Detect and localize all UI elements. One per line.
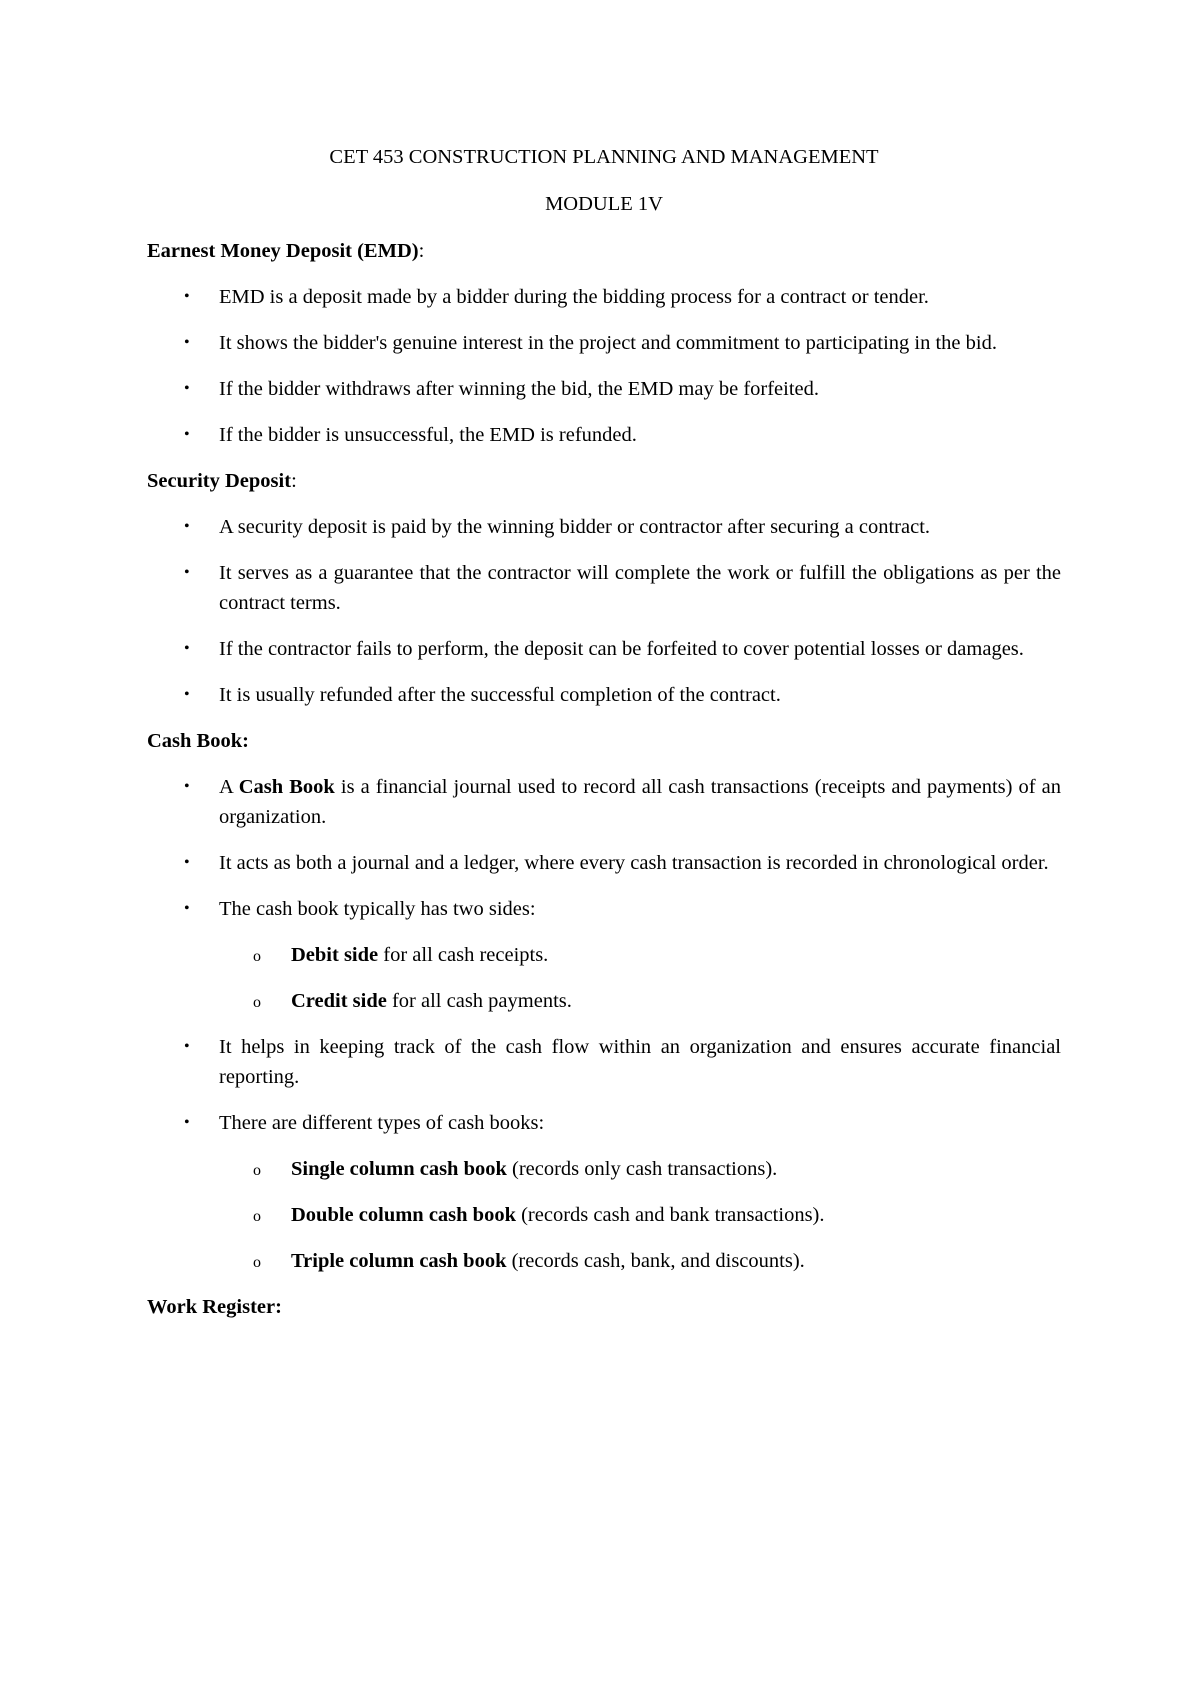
bullet-icon: •	[184, 778, 190, 795]
bullet-icon: •	[184, 854, 190, 871]
item-text: EMD is a deposit made by a bidder during the bidding process for a contract or tender.	[219, 286, 929, 308]
heading-text: Security Deposit	[147, 470, 292, 492]
list-item	[147, 634, 1061, 664]
cash-book-types-list	[219, 1154, 1061, 1276]
list-item	[147, 282, 1061, 312]
bullet-icon: •	[184, 380, 190, 397]
list-item	[147, 512, 1061, 542]
bullet-icon: •	[184, 686, 190, 703]
section-heading-work-register: Work Register:	[147, 1296, 282, 1318]
list-item	[147, 848, 1061, 878]
item-bold-term: Credit side	[291, 990, 387, 1012]
bullet-icon: •	[184, 564, 190, 581]
item-text: (records cash, bank, and discounts).	[506, 1250, 805, 1272]
item-text: A	[219, 776, 239, 798]
bullet-icon: •	[184, 640, 190, 657]
item-text: is a financial journal used to record all cash transactions (receipts and payments) of an organization.	[219, 776, 1061, 828]
item-text: There are different types of cash books:	[219, 1112, 545, 1134]
item-bold-term: Debit side	[291, 944, 379, 966]
cash-book-list	[147, 772, 1061, 1276]
item-text: If the bidder is unsuccessful, the EMD is refunded.	[219, 424, 637, 446]
item-text: It is usually refunded after the successful completion of the contract.	[219, 684, 781, 706]
circle-bullet-icon: o	[253, 1162, 261, 1179]
module-title: MODULE 1V	[545, 193, 663, 215]
sub-list-item	[219, 986, 1061, 1016]
list-item	[147, 558, 1061, 618]
list-item	[147, 374, 1061, 404]
item-text: If the contractor fails to perform, the deposit can be forfeited to cover potential losses or damages.	[219, 638, 1024, 660]
bullet-icon: •	[184, 426, 190, 443]
sub-list-item	[219, 940, 1061, 970]
document-title: CET 453 CONSTRUCTION PLANNING AND MANAGEMENT	[329, 146, 879, 168]
item-text: It serves as a guarantee that the contractor will complete the work or fulfill the obligations as per the contract terms.	[219, 562, 1061, 614]
item-bold-term: Triple column cash book	[291, 1250, 507, 1272]
sub-list-item	[219, 1154, 1061, 1184]
section-heading-emd	[147, 236, 1061, 266]
bullet-icon: •	[184, 334, 190, 351]
document-page	[147, 142, 1061, 1338]
item-text: for all cash receipts.	[378, 944, 549, 966]
section-heading-security-deposit	[147, 466, 1061, 496]
item-text: It acts as both a journal and a ledger, where every cash transaction is recorded in chronological order.	[219, 852, 1049, 874]
item-text: If the bidder withdraws after winning the bid, the EMD may be forfeited.	[219, 378, 820, 400]
item-bold-term: Double column cash book	[291, 1204, 516, 1226]
heading-colon: :	[291, 470, 297, 492]
security-deposit-list	[147, 512, 1061, 710]
item-text: The cash book typically has two sides:	[219, 898, 536, 920]
item-bold-term: Cash Book	[238, 776, 335, 798]
heading-colon: :	[418, 240, 425, 262]
sub-list-item	[219, 1246, 1061, 1276]
emd-list	[147, 282, 1061, 450]
bullet-icon: •	[184, 1038, 190, 1055]
circle-bullet-icon: o	[253, 948, 261, 965]
list-item	[147, 328, 1061, 358]
item-text: for all cash payments.	[386, 990, 572, 1012]
sub-list-item	[219, 1200, 1061, 1230]
item-text: A security deposit is paid by the winning bidder or contractor after securing a contract.	[219, 516, 931, 538]
item-text: (records only cash transactions).	[506, 1158, 778, 1180]
item-text: It helps in keeping track of the cash flow within an organization and ensures accurate financial reporting.	[219, 1036, 1061, 1088]
list-item	[147, 772, 1061, 832]
list-item	[147, 1032, 1061, 1092]
list-item	[147, 420, 1061, 450]
circle-bullet-icon: o	[253, 1208, 261, 1225]
bullet-icon: •	[184, 518, 190, 535]
circle-bullet-icon: o	[253, 994, 261, 1011]
bullet-icon: •	[184, 1114, 190, 1131]
list-item	[147, 1108, 1061, 1276]
item-bold-term: Single column cash book	[291, 1158, 507, 1180]
section-heading-cash-book: Cash Book:	[147, 730, 249, 752]
cash-book-sides-list	[219, 940, 1061, 1016]
item-text: It shows the bidder's genuine interest in the project and commitment to participating in the bid.	[219, 332, 997, 354]
bullet-icon: •	[184, 288, 190, 305]
list-item	[147, 894, 1061, 1016]
item-text: (records cash and bank transactions).	[515, 1204, 825, 1226]
list-item	[147, 680, 1061, 710]
heading-text: Earnest Money Deposit (EMD)	[147, 240, 419, 262]
bullet-icon: •	[184, 900, 190, 917]
circle-bullet-icon: o	[253, 1254, 261, 1271]
